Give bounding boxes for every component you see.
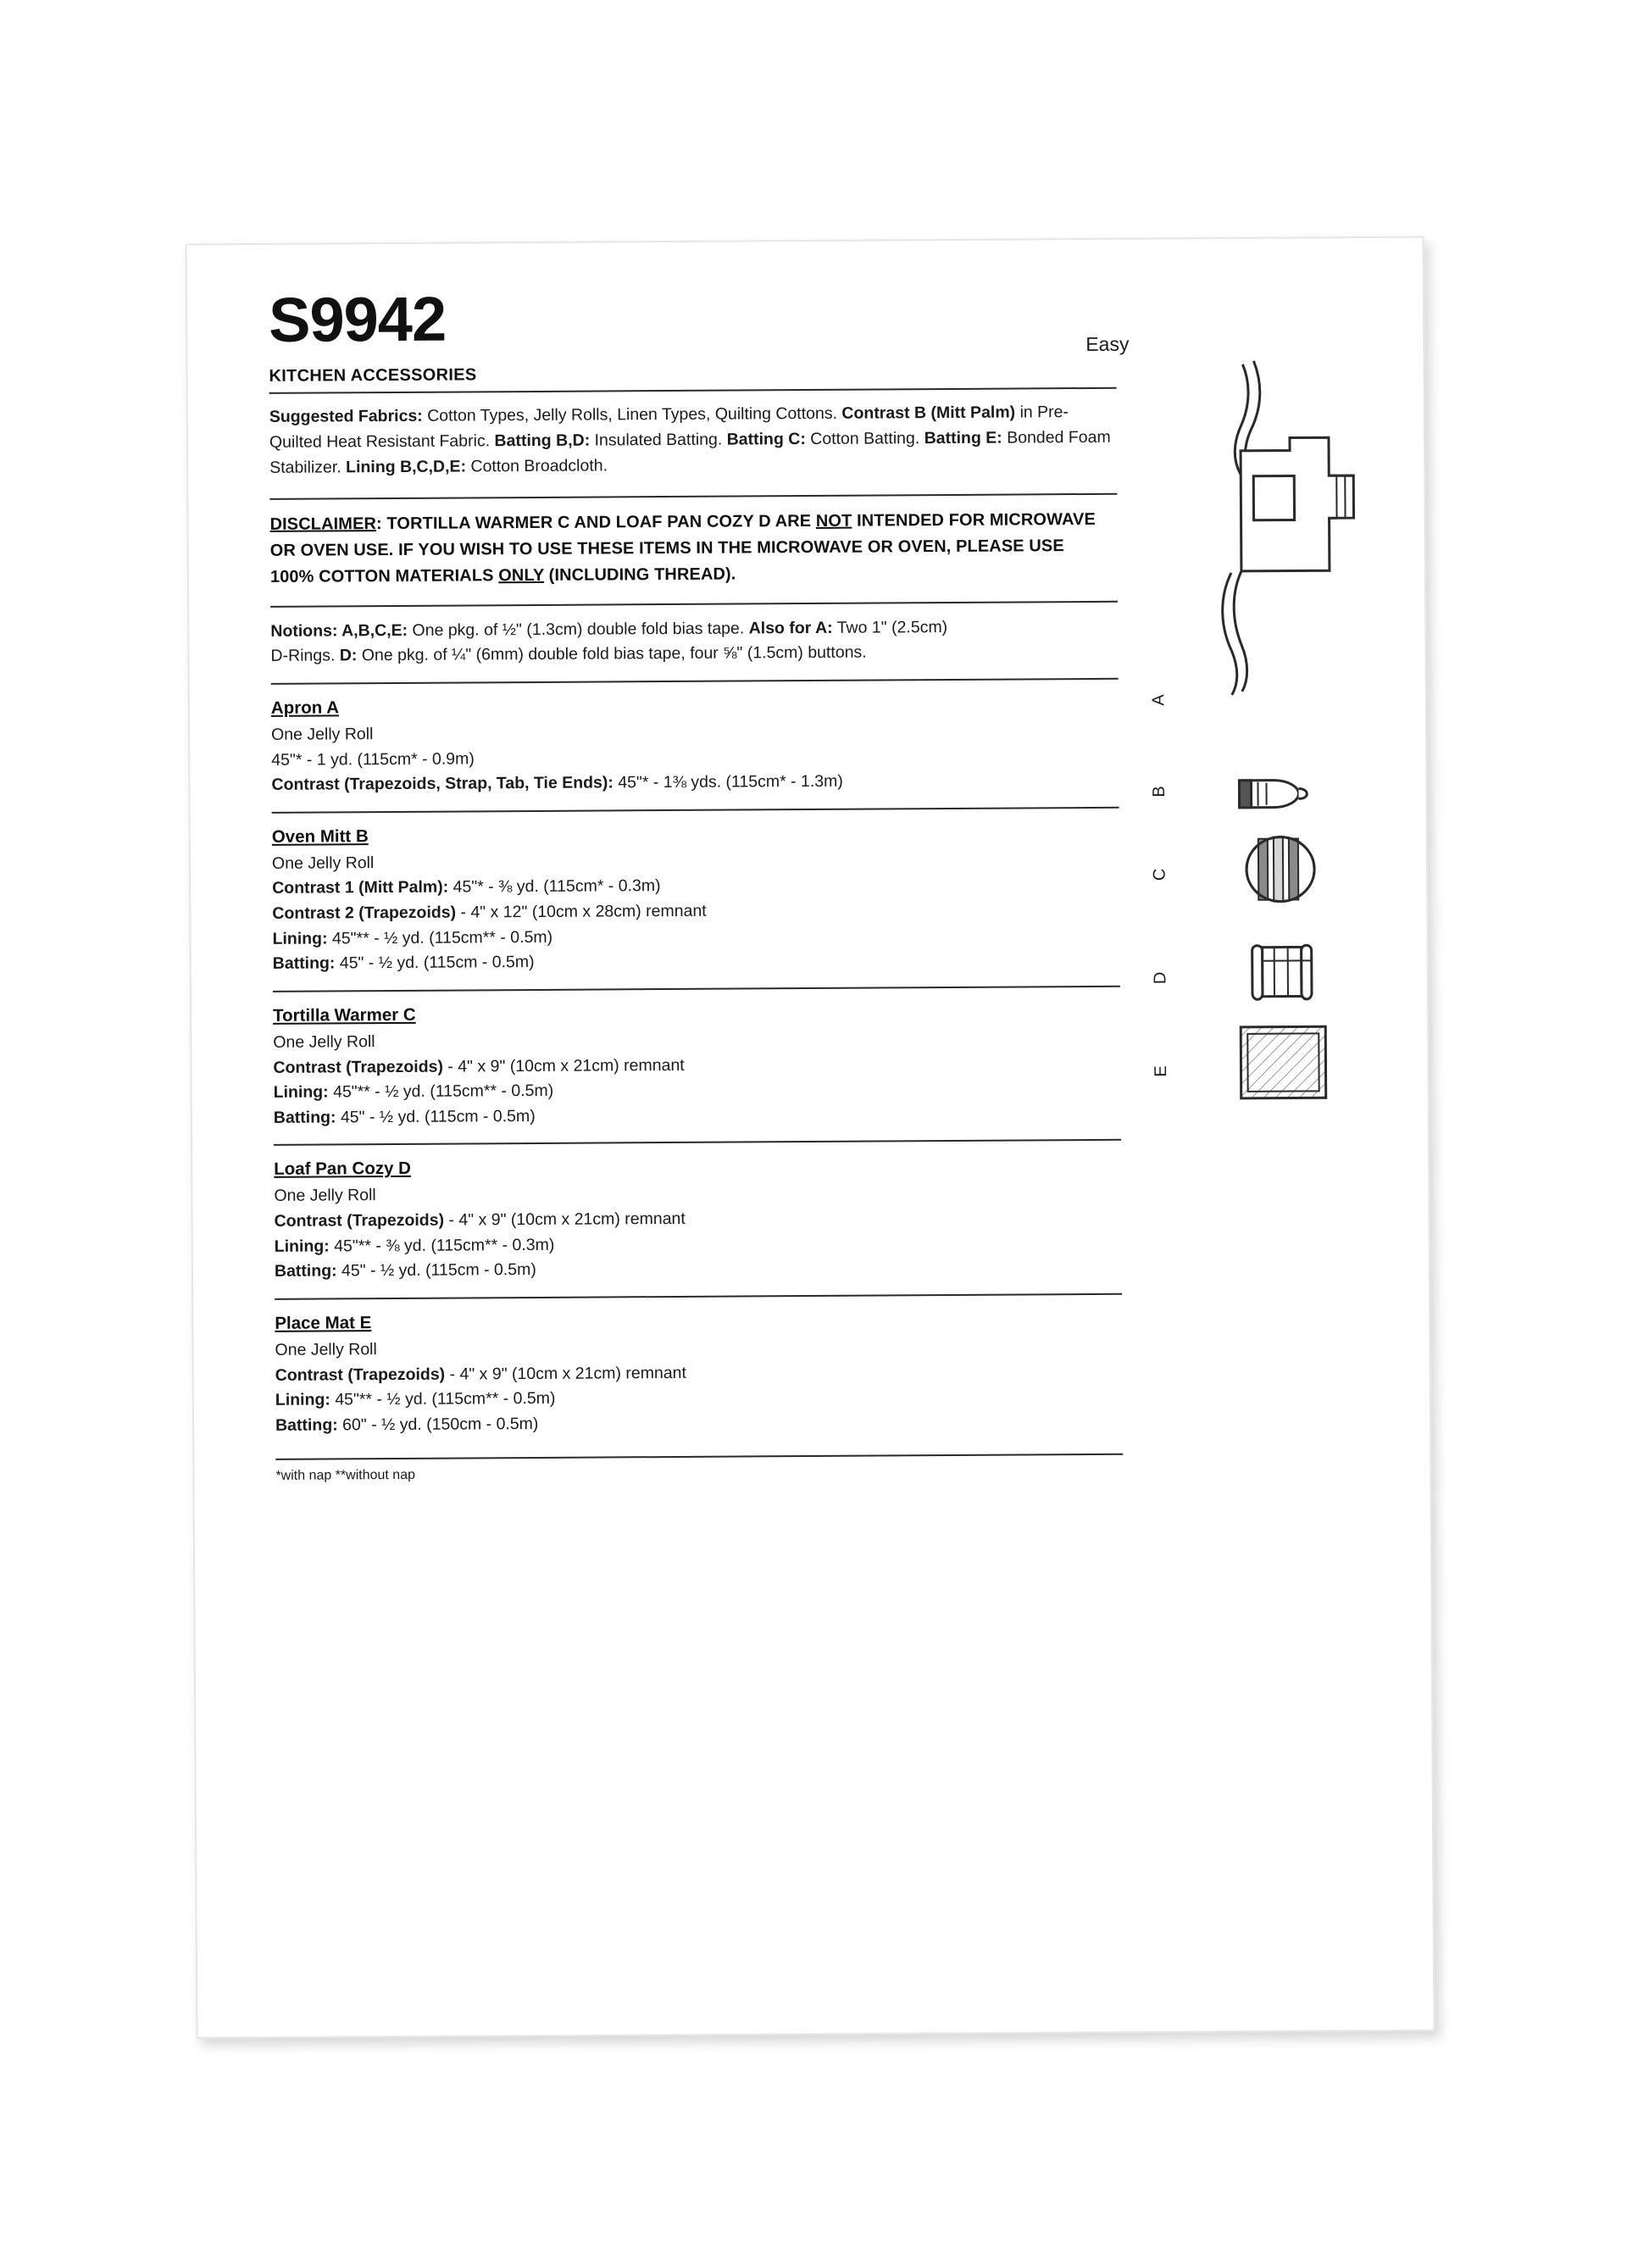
pattern-envelope-sheet xyxy=(186,236,1435,2039)
illustration-column xyxy=(1128,323,1382,1077)
requirement-value: - 4" x 9" (10cm x 21cm) remnant xyxy=(443,1209,686,1230)
requirement-value: 45"** - ⅜ yd. (115cm** - 0.3m) xyxy=(329,1235,555,1256)
requirement-label: Contrast (Trapezoids) xyxy=(275,1365,446,1385)
disclaimer-line1-b: INTENDED FOR MICROWAVE xyxy=(852,509,1096,531)
requirement-value: One Jelly Roll xyxy=(275,1340,377,1359)
figure-label-e: E xyxy=(1151,1065,1171,1077)
section-title: Loaf Pan Cozy D xyxy=(274,1159,412,1180)
requirement-label: Contrast 1 (Mitt Palm): xyxy=(272,878,449,898)
requirement-label: Contrast 2 (Trapezoids) xyxy=(272,903,457,923)
requirement-value: - 4" x 9" (10cm x 21cm) remnant xyxy=(442,1055,685,1076)
figure-label-b: B xyxy=(1149,786,1169,798)
disclaimer-line3-b: (INCLUDING THREAD). xyxy=(543,564,736,585)
batting-bd-label: Batting B,D: xyxy=(494,431,591,451)
disclaimer-text xyxy=(269,506,1118,590)
garment-section xyxy=(274,1139,1122,1285)
requirement-value: 45"* - 1 yd. (115cm* - 0.9m) xyxy=(271,748,475,770)
requirement-label: Lining: xyxy=(272,929,328,948)
fabric-requirement-line xyxy=(271,768,1119,798)
suggested-fabrics-text-4: Cotton Batting. xyxy=(805,429,924,449)
requirement-label: Contrast (Trapezoids, Strap, Tab, Tie Ends): xyxy=(271,773,614,795)
requirement-label: Contrast (Trapezoids) xyxy=(273,1057,443,1077)
suggested-fabrics-text-2: in Pre-Quilted Heat Resistant Fabric. xyxy=(269,403,1069,453)
category-title: KITCHEN ACCESSORIES xyxy=(269,362,1116,394)
suggested-fabrics-text-1: Cotton Types, Jelly Rolls, Linen Types, Quilting Cottons. xyxy=(422,403,842,425)
requirement-value: - 4" x 12" (10cm x 28cm) remnant xyxy=(456,901,707,922)
requirement-value: 60" - ½ yd. (150cm - 0.5m) xyxy=(337,1414,539,1435)
nap-footnote: *with nap **without nap xyxy=(275,1468,416,1484)
requirement-label: Batting: xyxy=(275,1415,338,1435)
contrast-b-label: Contrast B (Mitt Palm) xyxy=(841,403,1016,423)
disclaimer-heading: DISCLAIMER xyxy=(269,514,377,534)
disclaimer-section xyxy=(269,492,1118,590)
requirement-value: 45"* - ⅜ yd. (115cm* - 0.3m) xyxy=(448,876,661,898)
garment-sections xyxy=(271,678,1123,1439)
figure-label-a: A xyxy=(1149,694,1169,706)
requirement-value: One Jelly Roll xyxy=(271,853,375,873)
page-title: S9942 xyxy=(268,283,447,355)
requirement-value: 45"** - ½ yd. (115cm** - 0.5m) xyxy=(327,927,553,948)
requirement-value: 45"** - ½ yd. (115cm** - 0.5m) xyxy=(330,1388,556,1409)
notions-also-label: Also for A: xyxy=(748,618,833,638)
disclaimer-not-emphasis: NOT xyxy=(815,511,852,531)
fabric-requirement-line xyxy=(273,947,1120,977)
disclaimer-line2: OR OVEN USE. IF YOU WISH TO USE THESE ITEMS IN THE MICROWAVE OR OVEN, PLEASE USE xyxy=(269,536,1064,560)
tortilla-warmer-illustration xyxy=(1240,831,1325,909)
section-title: Place Mat E xyxy=(275,1313,372,1333)
notions-text-3: One pkg. of ¼" (6mm) double fold bias tape, four ⅝" (1.5cm) buttons. xyxy=(357,642,867,665)
difficulty-level: Easy xyxy=(1085,332,1130,355)
requirement-label: Batting: xyxy=(273,1108,336,1127)
batting-c-label: Batting C: xyxy=(726,430,806,449)
requirement-label: Batting: xyxy=(272,953,336,974)
requirement-label: Contrast (Trapezoids) xyxy=(274,1210,445,1231)
lining-label: Lining B,C,D,E: xyxy=(346,457,467,477)
requirement-label: Lining: xyxy=(274,1237,330,1256)
section-title: Apron A xyxy=(270,698,340,718)
content-column xyxy=(269,284,1124,1484)
requirement-value: 45" - ½ yd. (115cm - 0.5m) xyxy=(336,1106,536,1127)
requirement-value: One Jelly Roll xyxy=(274,1186,376,1206)
loaf-pan-cozy-illustration xyxy=(1241,935,1326,1012)
figure-label-c: C xyxy=(1150,868,1169,881)
requirement-value: 45" - ½ yd. (115cm - 0.5m) xyxy=(335,953,535,973)
batting-e-label: Batting E: xyxy=(924,428,1002,448)
requirement-value: - 4" x 9" (10cm x 21cm) remnant xyxy=(445,1363,686,1384)
section-title: Tortilla Warmer C xyxy=(273,1004,416,1026)
suggested-fabrics-label: Suggested Fabrics: xyxy=(269,406,423,426)
garment-section xyxy=(275,1293,1123,1439)
disclaimer-line1-a: : TORTILLA WARMER C AND LOAF PAN COZY D ARE xyxy=(375,511,816,533)
disclaimer-only-emphasis: ONLY xyxy=(498,565,545,585)
oven-mitt-illustration xyxy=(1232,768,1325,820)
garment-section xyxy=(273,986,1121,1131)
requirement-value: 45"** - ½ yd. (115cm** - 0.5m) xyxy=(328,1081,554,1102)
notions-d-label: D: xyxy=(339,646,358,665)
fabric-requirement-line xyxy=(275,1254,1122,1285)
garment-section xyxy=(272,807,1120,977)
suggested-fabrics-text-5: Bonded Foam Stabilizer. xyxy=(269,428,1111,478)
fabric-requirement-line xyxy=(274,1101,1121,1131)
requirement-value: One Jelly Roll xyxy=(271,725,374,744)
notions-text-2: Two 1" (2.5cm) xyxy=(832,617,948,637)
requirement-label: Lining: xyxy=(275,1390,330,1410)
requirement-value: One Jelly Roll xyxy=(273,1032,375,1052)
place-mat-illustration xyxy=(1234,1018,1336,1112)
disclaimer-line3-a: 100% COTTON MATERIALS xyxy=(269,565,499,586)
figure-label-d: D xyxy=(1151,971,1170,985)
notions-section xyxy=(270,600,1118,669)
requirement-value: 45"* - 1⅜ yds. (115cm* - 1.3m) xyxy=(613,771,843,792)
fabric-requirement-line xyxy=(275,1409,1123,1439)
footnote-section xyxy=(275,1454,1123,1484)
requirement-label: Lining: xyxy=(273,1082,329,1103)
notions-line2-a: D-Rings. xyxy=(270,646,340,666)
apron-illustration xyxy=(1162,348,1359,705)
suggested-fabrics-text-3: Insulated Batting. xyxy=(590,430,727,450)
notions-text-1: One pkg. of ½" (1.3cm) double fold bias tape. xyxy=(408,619,749,640)
notions-label: Notions: A,B,C,E: xyxy=(270,620,408,641)
section-title: Oven Mitt B xyxy=(271,825,369,847)
notions-line-2 xyxy=(270,639,1118,670)
requirement-label: Batting: xyxy=(274,1261,337,1281)
suggested-fabrics-paragraph xyxy=(269,399,1118,481)
garment-section xyxy=(271,678,1119,798)
suggested-fabrics-text-6: Cotton Broadcloth. xyxy=(465,456,608,476)
requirement-value: 45" - ½ yd. (115cm - 0.5m) xyxy=(336,1260,536,1281)
